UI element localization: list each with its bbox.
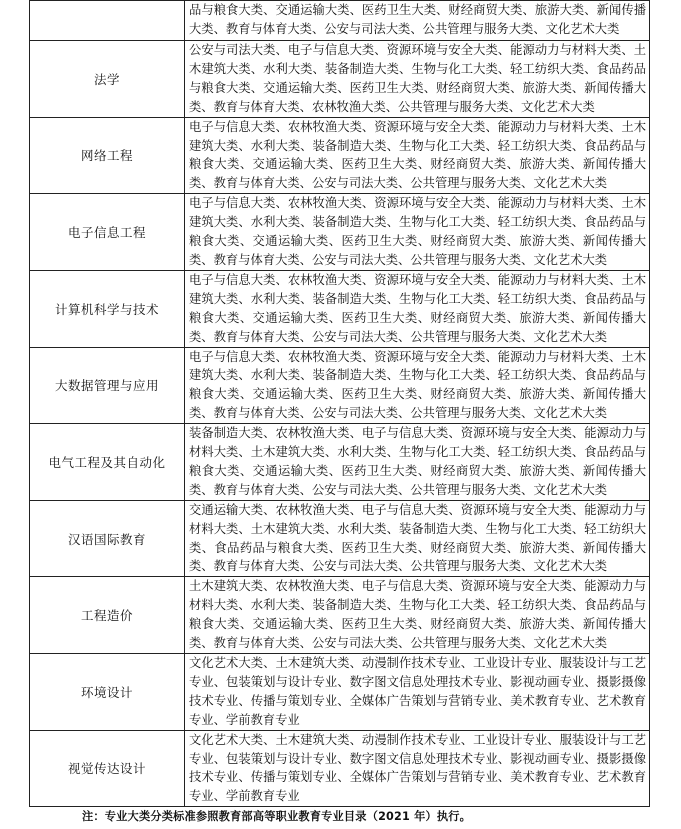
- table-row: [30, 577, 650, 654]
- category-list: 电子与信息大类、农林牧渔大类、资源环境与安全大类、能源动力与材料大类、土木建筑大类、水利大类、装备制造大类、生物与化工大类、轻工纺织大类、食品药品与粮食大类、交通运输大类、医药卫生大类、财经商贸大类、旅游大类、新闻传播大类、教育与体育大类、公安与司法大类、公共管理与服务大类、文化艺术大类: [185, 347, 650, 424]
- category-list: 装备制造大类、农林牧渔大类、电子与信息大类、资源环境与安全大类、能源动力与材料大类、土木建筑大类、水利大类、生物与化工大类、轻工纺织大类、食品药品与粮食大类、交通运输大类、医药卫生大类、财经商贸大类、旅游大类、新闻传播大类、教育与体育大类、公安与司法大类、公共管理与服务大类、文化艺术大类: [185, 424, 650, 501]
- table-row: [30, 1, 650, 41]
- category-list: 文化艺术大类、土木建筑大类、动漫制作技术专业、工业设计专业、服装设计与工艺专业、包装策划与设计专业、数字图文信息处理技术专业、影视动画专业、摄影摄像技术专业、传播与策划专业、全媒体广告策划与营销专业、美术教育专业、艺术教育专业、学前教育专业: [185, 654, 650, 731]
- table-row: [30, 654, 650, 731]
- table-row: [30, 424, 650, 501]
- category-list: 电子与信息大类、农林牧渔大类、资源环境与安全大类、能源动力与材料大类、土木建筑大类、水利大类、装备制造大类、生物与化工大类、轻工纺织大类、食品药品与粮食大类、交通运输大类、医药卫生大类、财经商贸大类、旅游大类、新闻传播大类、教育与体育大类、公安与司法大类、公共管理与服务大类、文化艺术大类: [185, 194, 650, 271]
- table-row: [30, 500, 650, 577]
- category-list: 文化艺术大类、土木建筑大类、动漫制作技术专业、工业设计专业、服装设计与工艺专业、包装策划与设计专业、数字图文信息处理技术专业、影视动画专业、摄影摄像技术专业、传播与策划专业、全媒体广告策划与营销专业、美术教育专业、艺术教育专业、学前教育专业: [185, 730, 650, 807]
- table-row: [30, 270, 650, 347]
- major-name: 工程造价: [30, 577, 185, 654]
- major-category-table: [29, 0, 650, 807]
- major-name: 电气工程及其自动化: [30, 424, 185, 501]
- major-name: 计算机科学与技术: [30, 270, 185, 347]
- category-list: 交通运输大类、农林牧渔大类、电子与信息大类、资源环境与安全大类、能源动力与材料大类、土木建筑大类、水利大类、装备制造大类、生物与化工大类、轻工纺织大类、食品药品与粮食大类、医药卫生大类、财经商贸大类、旅游大类、新闻传播大类、教育与体育大类、公安与司法大类、公共管理与服务大类、文化艺术大类: [185, 500, 650, 577]
- table-row: [30, 117, 650, 194]
- major-name: 电子信息工程: [30, 194, 185, 271]
- major-name: 汉语国际教育: [30, 500, 185, 577]
- major-name: 网络工程: [30, 117, 185, 194]
- category-list: 土木建筑大类、农林牧渔大类、电子与信息大类、资源环境与安全大类、能源动力与材料大类、水利大类、装备制造大类、生物与化工大类、轻工纺织大类、食品药品与粮食大类、交通运输大类、医药卫生大类、财经商贸大类、旅游大类、新闻传播大类、教育与体育大类、公安与司法大类、公共管理与服务大类、文化艺术大类: [185, 577, 650, 654]
- category-list: 品与粮食大类、交通运输大类、医药卫生大类、财经商贸大类、旅游大类、新闻传播大类、教育与体育大类、公安与司法大类、公共管理与服务大类、文化艺术大类: [185, 1, 650, 41]
- footnote: 注：专业大类分类标准参照教育部高等职业教育专业目录（2021 年）执行。: [82, 810, 472, 823]
- category-list: 电子与信息大类、农林牧渔大类、资源环境与安全大类、能源动力与材料大类、土木建筑大类、水利大类、装备制造大类、生物与化工大类、轻工纺织大类、食品药品与粮食大类、交通运输大类、医药卫生大类、财经商贸大类、旅游大类、新闻传播大类、教育与体育大类、公安与司法大类、公共管理与服务大类、文化艺术大类: [185, 117, 650, 194]
- table-row: [30, 347, 650, 424]
- category-list: 电子与信息大类、农林牧渔大类、资源环境与安全大类、能源动力与材料大类、土木建筑大类、水利大类、装备制造大类、生物与化工大类、轻工纺织大类、食品药品与粮食大类、交通运输大类、医药卫生大类、财经商贸大类、旅游大类、新闻传播大类、教育与体育大类、公安与司法大类、公共管理与服务大类、文化艺术大类: [185, 270, 650, 347]
- major-name: 视觉传达设计: [30, 730, 185, 807]
- major-name: [30, 1, 185, 41]
- table-row: [30, 730, 650, 807]
- table-row: [30, 41, 650, 118]
- major-name: 法学: [30, 41, 185, 118]
- category-list: 公安与司法大类、电子与信息大类、资源环境与安全大类、能源动力与材料大类、土木建筑大类、水利大类、装备制造大类、生物与化工大类、轻工纺织大类、食品药品与粮食大类、交通运输大类、医药卫生大类、财经商贸大类、旅游大类、新闻传播大类、教育与体育大类、农林牧渔大类、公共管理与服务大类、文化艺术大类: [185, 41, 650, 118]
- major-name: 大数据管理与应用: [30, 347, 185, 424]
- table-row: [30, 194, 650, 271]
- major-name: 环境设计: [30, 654, 185, 731]
